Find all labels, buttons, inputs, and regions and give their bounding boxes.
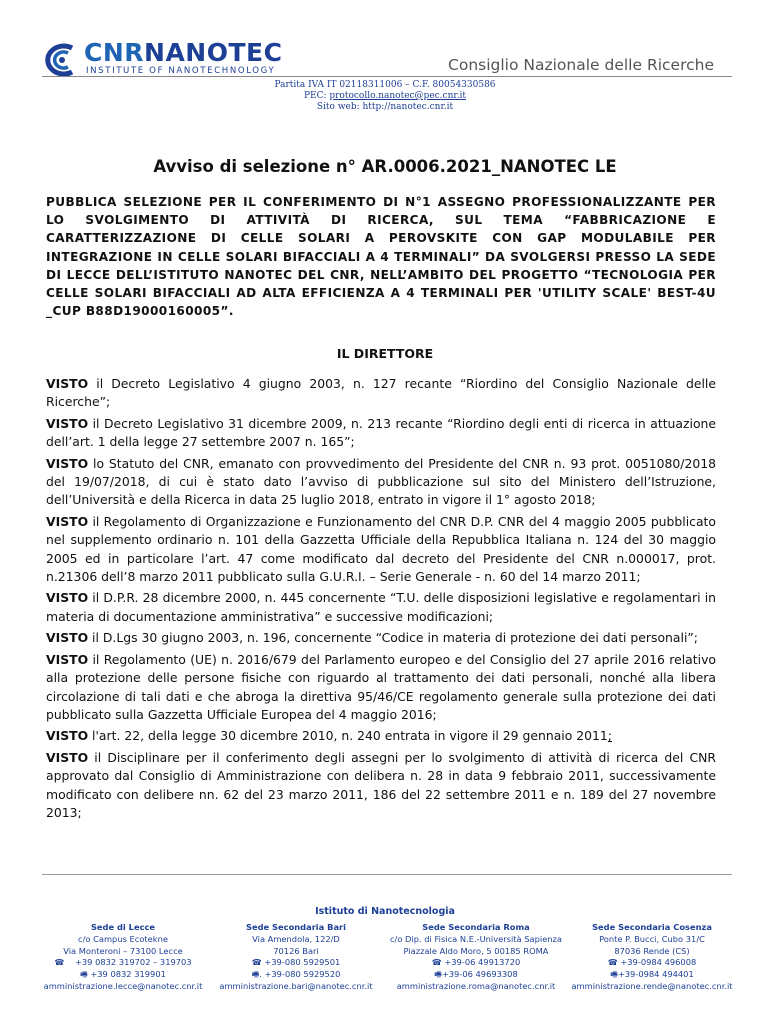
visto-paragraph: VISTO il Decreto Legislativo 31 dicembre 2009, n. 213 recante “Riordino degli enti di ricerca in attuazione dell’art. 1 della legge 27 settembre 2007 n. 165”; <box>46 415 716 450</box>
office-roma: Sede Secondaria Roma c/o Dip. di Fisica N.E.-Università Sapienza Piazzale Aldo Moro, 5 00185 ROMA ☎ +39-06 49913720 🖷+39-06 49693308 amministrazione.roma@nanotec.cnr.it <box>389 922 562 991</box>
footer-divider <box>42 874 732 875</box>
fax-icon: 🖷 <box>80 970 88 980</box>
visto-paragraph: VISTO lo Statuto del CNR, emanato con provvedimento del Presidente del CNR n. 93 prot. 0051080/2018 del 19/07/2018, di cui è stato dato l’avviso di pubblicazione sul sito del Ministero dell’Istruzione, dell’Università e della Ricerca in data 25 luglio 2018, entrato in vigore il 1° agosto 2018; <box>46 455 716 508</box>
pec-link[interactable]: protocollo.nanotec@pec.cnr.it <box>329 91 467 101</box>
phone-icon: ☎ <box>607 958 618 968</box>
logo-wordmark: CNRNANOTEC <box>84 38 283 67</box>
phone-icon: ☎ <box>251 958 262 968</box>
office-bari: Sede Secondaria Bari Via Amendola, 122/D 70126 Bari ☎ +39-080 5929501 🖷. +39-080 5929520 amministrazione.bari@nanotec.cnr.it <box>216 922 376 993</box>
pec-line: PEC: protocollo.nanotec@pec.cnr.it <box>303 91 467 101</box>
header-divider <box>42 76 732 77</box>
visto-paragraph: VISTO il Decreto Legislativo 4 giugno 2003, n. 127 recante “Riordino del Consiglio Nazionale delle Ricerche”; <box>46 376 716 410</box>
website-line[interactable]: Sito web: http://nanotec.cnr.it <box>316 102 454 112</box>
logo-subtitle: INSTITUTE OF NANOTECHNOLOGY <box>86 66 276 76</box>
email-link[interactable]: amministrazione.lecce@nanotec.cnr.it <box>43 980 203 991</box>
office-cosenza: Sede Secondaria Cosenza Ponte P. Bucci, Cubo 31/C 87036 Rende (CS) ☎ +39-0984 496008 🖷+39-0984 494401 amministrazione.rende@nanotec.cnr.it <box>568 922 736 993</box>
visto-paragraph: VISTO l'art. 22, della legge 30 dicembre 2010, n. 240 entrata in vigore il 29 gennaio 2011; <box>46 728 612 744</box>
visto-paragraph: VISTO il Regolamento di Organizzazione e Funzionamento del CNR D.P. CNR del 4 maggio 2005 pubblicato nel supplemento ordinario n. 101 della Gazzetta Ufficiale della Repubblica Italiana n. 124 del 30 maggio 2005 ed in particolare l’art. 47 come modificato dal decreto del Presidente del CNR n.000017, prot. n.21306 dell’8 marzo 2011 pubblicato sulla G.U.R.I. – Serie Generale - n. 60 del 14 marzo 2011; <box>46 513 716 585</box>
selection-subject: PUBBLICA SELEZIONE PER IL CONFERIMENTO DI N°1 ASSEGNO PROFESSIONALIZZANTE PER LO SVOLGIMENTO DI ATTIVITÀ DI RICERCA, SUL TEMA “FABBRICAZIONE E CARATTERIZZAZIONE DI CELLE SOLARI A PEROVSKITE CON GAP MODULABILE PER INTEGRAZIONE IN CELLE SOLARI BIFACCIALI A 4 TERMINALI” DA SVOLGERSI PRESSO LA SEDE DI LECCE DELL’ISTITUTO NANOTEC DEL CNR, NELL’AMBITO DEL PROGETTO “TECNOLOGIA PER CELLE SOLARI BIFACCIALI AD ALTA EFFICIENZA A 4 TERMINALI PER 'UTILITY SCALE' BEST-4U _CUP B88D19000160005”. <box>46 195 716 319</box>
fax-icon: 🖷 <box>434 970 442 980</box>
email-link[interactable]: amministrazione.bari@nanotec.cnr.it <box>219 980 373 991</box>
visto-paragraph: VISTO il Disciplinare per il conferimento degli assegni per lo svolgimento di attività di ricerca del CNR approvato dal Consiglio di Amministrazione con delibera n. 28 in data 9 febbraio 2011, successivamente modificato con delibere nn. 62 del 23 marzo 2011, 186 del 22 settembre 2011 e n. 189 del 27 novembre 2013; <box>46 749 716 820</box>
fax-icon: 🖷 <box>251 970 260 980</box>
cnr-nanotec-logo <box>42 40 332 80</box>
phone-icon: ☎ <box>54 958 65 968</box>
fax-icon: 🖷 <box>610 970 618 980</box>
phone-icon: ☎ <box>431 958 442 968</box>
visto-paragraph: VISTO il Regolamento (UE) n. 2016/679 del Parlamento europeo e del Consiglio del 27 aprile 2016 relativo alla protezione delle persone fisiche con riguardo al trattamento dei dati personali, nonché alla libera circolazione di tali dati e che abroga la direttiva 95/46/CE regolamento generale sulla protezione dei dati pubblicato sulla Gazzetta Ufficiale Europea del 4 maggio 2016; <box>46 651 716 722</box>
visto-paragraph: VISTO il D.P.R. 28 dicembre 2000, n. 445 concernente “T.U. delle disposizioni legislative e regolamentari in materia di documentazione amministrativa” e successive modificazioni; <box>46 590 716 624</box>
vat-line: Partita IVA IT 02118311006 – C.F. 80054330586 <box>274 80 496 90</box>
cnr-name: Consiglio Nazionale delle Ricerche <box>448 56 714 74</box>
email-link[interactable]: amministrazione.rende@nanotec.cnr.it <box>571 980 733 991</box>
director-heading: IL DIRETTORE <box>336 346 434 361</box>
visto-paragraph: VISTO il D.Lgs 30 giugno 2003, n. 196, concernente “Codice in materia di protezione dei dati personali”; <box>46 630 698 646</box>
email-link[interactable]: amministrazione.roma@nanotec.cnr.it <box>396 980 556 991</box>
office-lecce: Sede di Lecce c/o Campus Ecotekne Via Monteroni – 73100 Lecce ☎ +39 0832 319702 – 319703 🖷 +39 0832 319901 amministrazione.lecce@nanotec.cnr.it <box>38 922 208 993</box>
contact-info <box>0 80 770 113</box>
page-title: Avviso di selezione n° AR.0006.2021_NANOTEC LE <box>153 157 617 176</box>
nanotec-swirl-icon <box>42 42 82 78</box>
footer-offices <box>38 922 738 1002</box>
footer-title: Istituto di Nanotecnologia <box>315 906 455 917</box>
document-body <box>46 375 716 825</box>
